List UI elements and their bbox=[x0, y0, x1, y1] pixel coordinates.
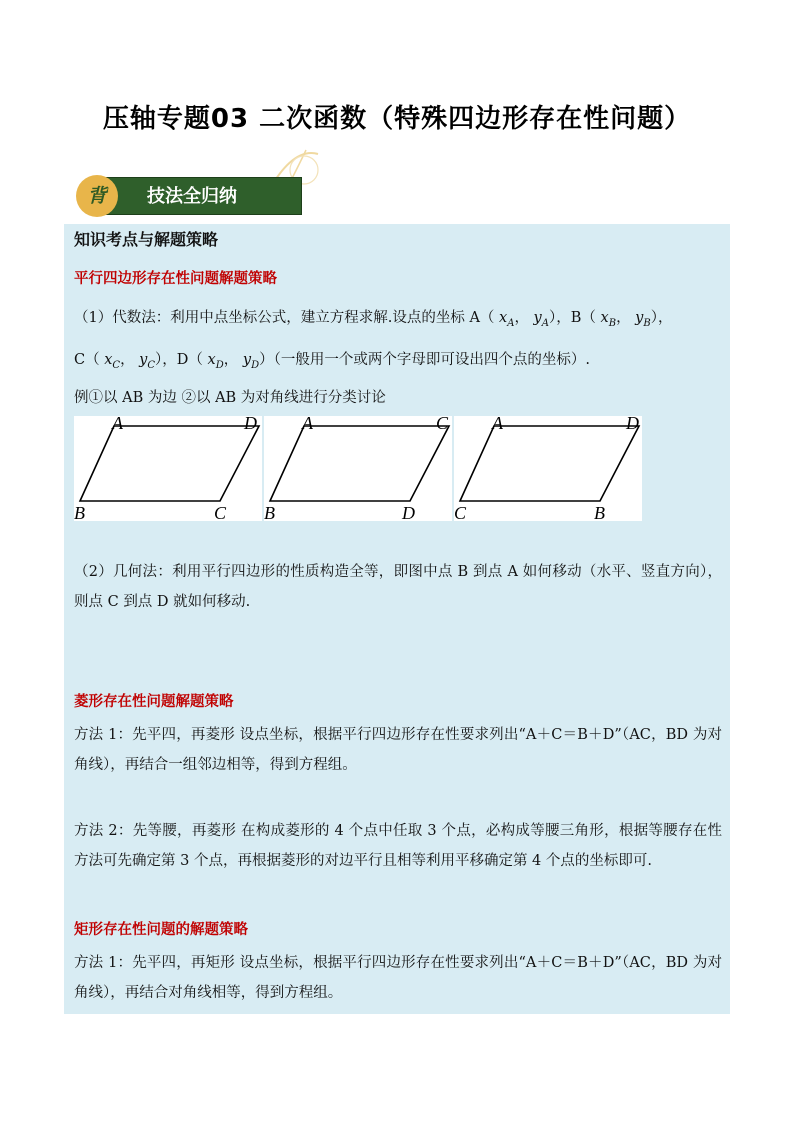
figure-3 bbox=[454, 416, 642, 521]
fig2-label-tr: C bbox=[436, 416, 449, 433]
page-title: 压轴专题03 二次函数（特殊四边形存在性问题） bbox=[102, 104, 692, 134]
fig3-label-bl: C bbox=[454, 503, 467, 521]
example-line: 例①以 AB 为边 ②以 AB 为对角线进行分类讨论 bbox=[74, 390, 386, 406]
parallelogram-method1-line1: （1）代数法：利用中点坐标公式，建立方程求解.设点的坐标 A（ $x_A$， $y_A$），B（ $x_B$， $y_B$）， bbox=[74, 310, 673, 329]
section-heading: 知识考点与解题策略 bbox=[74, 230, 219, 249]
fig1-label-tr: D bbox=[244, 416, 257, 433]
parallelogram-heading: 平行四边形存在性问题解题策略 bbox=[74, 270, 277, 287]
rectangle-method1: 方法 1：先平四，再矩形 设点坐标，根据平行四边形存在性要求列出“A＋C＝B＋D”（AC，BD 为对角线），再结合对角线相等，得到方程组。 bbox=[74, 955, 722, 1001]
fig2-label-tl: A bbox=[302, 416, 313, 433]
content-panel bbox=[64, 224, 730, 1014]
fig1-label-bl: B bbox=[74, 503, 85, 521]
rhombus-method2: 方法 2：先等腰，再菱形 在构成菱形的 4 个点中任取 3 个点，必构成等腰三角形，根据等腰存在性方法可先确定第 3 个点，再根据菱形的对边平行且相等利用平移确定第 4 个点的坐标即可. bbox=[74, 823, 722, 869]
rhombus-method1: 方法 1：先平四，再菱形 设点坐标，根据平行四边形存在性要求列出“A＋C＝B＋D”（AC，BD 为对角线），再结合一组邻边相等，得到方程组。 bbox=[74, 727, 722, 773]
parallelogram-method2: （2）几何法：利用平行四边形的性质构造全等，即图中点 B 到点 A 如何移动（水平、竖直方向），则点 C 到点 D 就如何移动. bbox=[74, 564, 722, 610]
rectangle-heading: 矩形存在性问题的解题策略 bbox=[74, 921, 248, 938]
fig1-label-tl: A bbox=[112, 416, 123, 433]
fig3-label-tr: D bbox=[626, 416, 639, 433]
banner-label: 技法全归纳 bbox=[102, 177, 302, 215]
figure-1 bbox=[74, 416, 262, 521]
parallelogram-method1-line2: C（ $x_C$， $y_C$），D（ $x_D$， $y_D$）（一般用一个或两个字母即可设出四个点的坐标）. bbox=[74, 352, 590, 371]
method1-prefix: （1）代数法：利用中点坐标公式，建立方程求解.设点的坐标 A（ bbox=[74, 310, 495, 326]
banner-badge: 背 bbox=[76, 175, 118, 217]
fig3-label-br: B bbox=[594, 503, 605, 521]
fig3-label-tl: A bbox=[492, 416, 503, 433]
fig2-label-bl: B bbox=[264, 503, 275, 521]
figure-2 bbox=[264, 416, 452, 521]
section-banner bbox=[76, 175, 302, 217]
rhombus-heading: 菱形存在性问题解题策略 bbox=[74, 693, 234, 710]
method1-suffix: ）（一般用一个或两个字母即可设出四个点的坐标）. bbox=[259, 352, 590, 368]
fig1-label-br: C bbox=[214, 503, 227, 521]
fig2-label-br: D bbox=[402, 503, 415, 521]
